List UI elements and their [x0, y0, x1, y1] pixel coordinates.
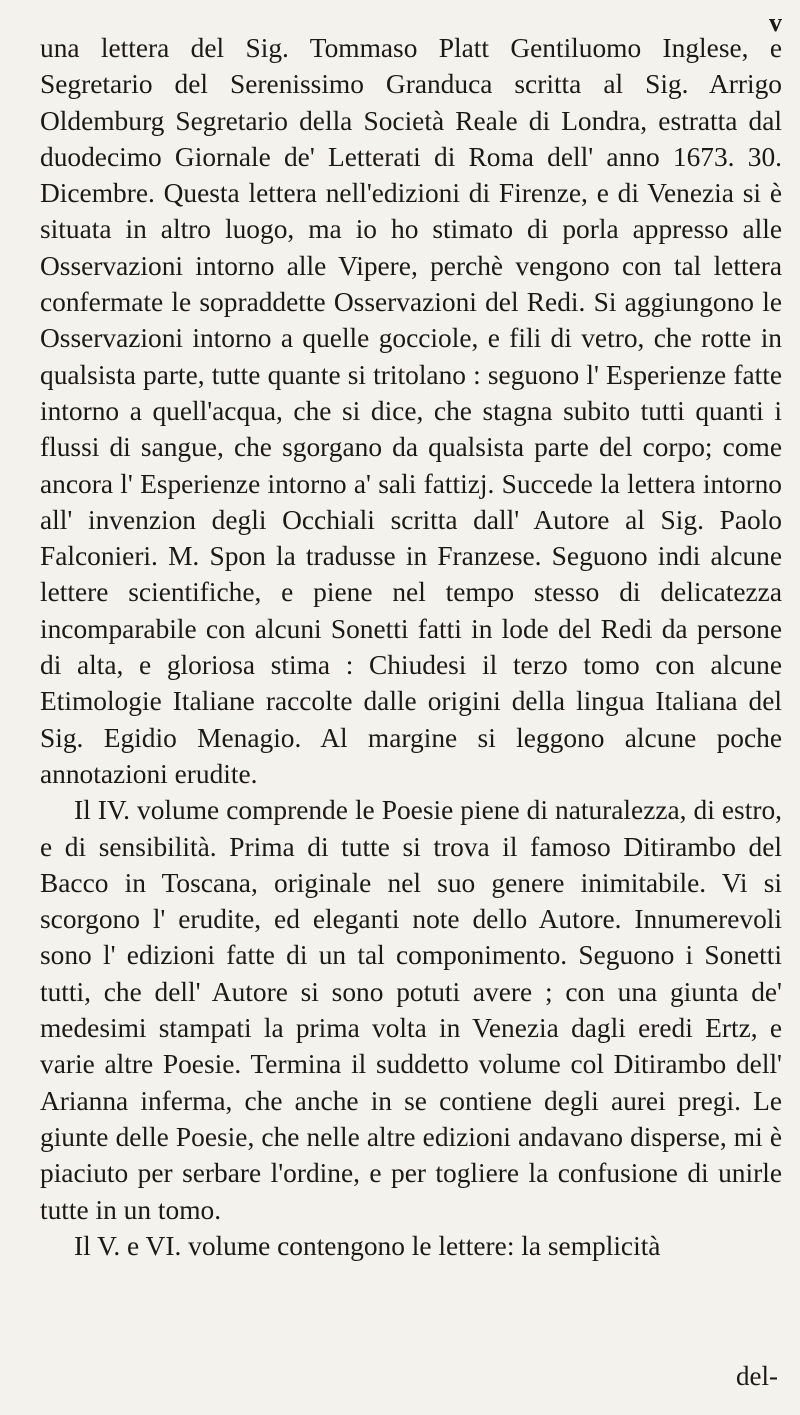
catchword: del- [736, 1361, 778, 1391]
signature-mark: v [769, 8, 782, 37]
paragraph-1: una lettera del Sig. Tommaso Platt Gentiluomo Inglese, e Segretario del Serenissimo Granduca scritta al Sig. Arrigo Oldemburg Segretario della Società Reale di Londra, estratta dal duodecimo Giornale de' Letterati di Roma dell' anno 1673. 30. Dicembre. Questa lettera nell'edizioni di Firenze, e di Venezia si è situata in altro luogo, ma io ho stimato di porla appresso alle Osservazioni intorno alle Vipere, perchè vengono con tal lettera confermate le sopraddette Osservazioni del Redi. Si aggiungono le Osservazioni intorno a quelle gocciole, e fili di vetro, che rotte in qualsista parte, tutte quante si tritolano : seguono l' Esperienze fatte intorno a quell'acqua, che si dice, che stagna subito tutti quanti i flussi di sangue, che sgorgano da qualsista parte del corpo; come ancora l' Esperienze intorno a' sali fattizj. Succede la lettera intorno all' invenzion degli Occhiali scritta dall' Autore al Sig. Paolo Falconieri. M. Spon la tradusse in Franzese. Seguono indi alcune lettere scientifiche, e piene nel tempo stesso di delicatezza incomparabile con alcuni Sonetti fatti in lode del Redi da persone di alta, e gloriosa stima : Chiudesi il terzo tomo con alcune Etimologie Italiane raccolte dalle origini della lingua Italiana del Sig. Egidio Menagio. Al margine si leggono alcune poche annotazioni erudite. [40, 33, 782, 789]
paragraph-3: Il V. e VI. volume contengono le lettere: la semplicità [74, 1230, 661, 1261]
paragraph-2: Il IV. volume comprende le Poesie piene di naturalezza, di estro, e di sensibilità. Prima di tutte si trova il famoso Ditirambo del Bacco in Toscana, originale nel suo genere inimitabile. Vi si scorgono l' erudite, ed eleganti note dello Autore. Innumerevoli sono l' edizioni fatte di un tal componimento. Seguono i Sonetti tutti, che dell' Autore si sono potuti avere ; con una giunta de' medesimi stampati la prima volta in Venezia dagli eredi Ertz, e varie altre Poesie. Termina il suddetto volume col Ditirambo dell' Arianna inferma, che anche in se contiene degli aurei pregi. Le giunte delle Poesie, che nelle altre edizioni andavano disperse, mi è piaciuto per serbare l'ordine, e per togliere la confusione di unirle tutte in un tomo. [40, 795, 782, 1225]
body-text [40, 30, 782, 1264]
